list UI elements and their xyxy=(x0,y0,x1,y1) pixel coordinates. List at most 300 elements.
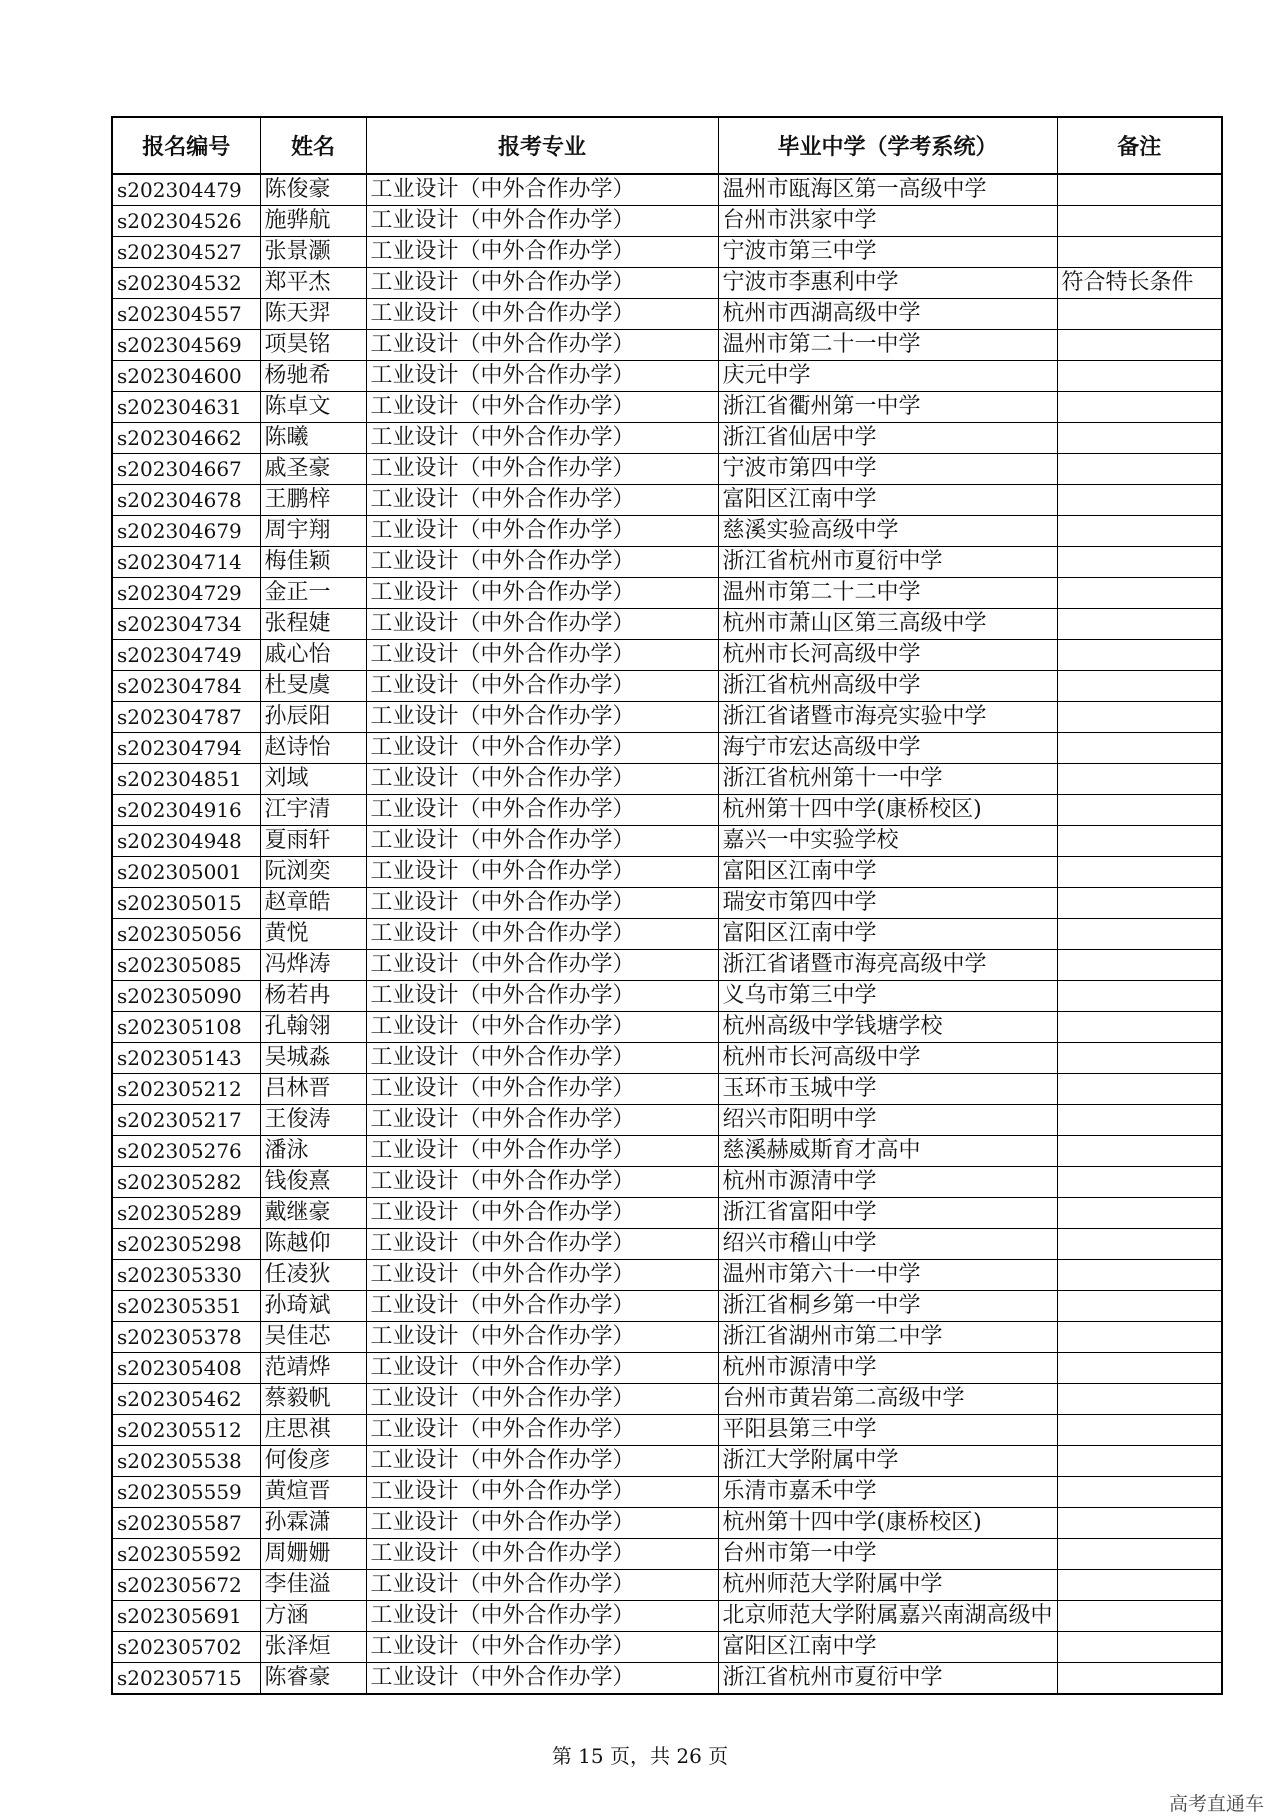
cell-major: 工业设计（中外合作办学） xyxy=(366,1477,718,1508)
cell-note xyxy=(1057,981,1222,1012)
cell-note xyxy=(1057,1601,1222,1632)
cell-note xyxy=(1057,1167,1222,1198)
cell-name: 张景灏 xyxy=(260,237,366,268)
table-row xyxy=(112,1446,1222,1477)
cell-major: 工业设计（中外合作办学） xyxy=(366,268,718,299)
table-row xyxy=(112,981,1222,1012)
cell-note xyxy=(1057,950,1222,981)
cell-major: 工业设计（中外合作办学） xyxy=(366,1105,718,1136)
cell-id: s202304916 xyxy=(112,795,260,826)
cell-id: s202305512 xyxy=(112,1415,260,1446)
cell-name: 周宇翔 xyxy=(260,516,366,547)
table-row xyxy=(112,1229,1222,1260)
table-row xyxy=(112,1508,1222,1539)
table-row xyxy=(112,1105,1222,1136)
cell-name: 孙辰阳 xyxy=(260,702,366,733)
cell-id: s202304729 xyxy=(112,578,260,609)
cell-note xyxy=(1057,1074,1222,1105)
cell-note xyxy=(1057,578,1222,609)
table-row xyxy=(112,702,1222,733)
cell-name: 赵章皓 xyxy=(260,888,366,919)
cell-major: 工业设计（中外合作办学） xyxy=(366,1415,718,1446)
cell-school: 宁波市第四中学 xyxy=(718,454,1057,485)
cell-note: 符合特长条件 xyxy=(1057,268,1222,299)
cell-major: 工业设计（中外合作办学） xyxy=(366,1663,718,1695)
cell-name: 钱俊熹 xyxy=(260,1167,366,1198)
table-row xyxy=(112,299,1222,330)
cell-id: s202305289 xyxy=(112,1198,260,1229)
cell-school: 杭州市西湖高级中学 xyxy=(718,299,1057,330)
table-row xyxy=(112,454,1222,485)
cell-id: s202305298 xyxy=(112,1229,260,1260)
cell-name: 杨若冉 xyxy=(260,981,366,1012)
cell-school: 杭州高级中学钱塘学校 xyxy=(718,1012,1057,1043)
cell-id: s202305143 xyxy=(112,1043,260,1074)
cell-note xyxy=(1057,547,1222,578)
cell-school: 海宁市宏达高级中学 xyxy=(718,733,1057,764)
cell-school: 杭州市萧山区第三高级中学 xyxy=(718,609,1057,640)
cell-major: 工业设计（中外合作办学） xyxy=(366,1508,718,1539)
cell-note xyxy=(1057,1663,1222,1695)
cell-id: s202304734 xyxy=(112,609,260,640)
cell-major: 工业设计（中外合作办学） xyxy=(366,1136,718,1167)
cell-note xyxy=(1057,1539,1222,1570)
cell-id: s202305672 xyxy=(112,1570,260,1601)
cell-note xyxy=(1057,1198,1222,1229)
cell-school: 富阳区江南中学 xyxy=(718,857,1057,888)
cell-note xyxy=(1057,299,1222,330)
cell-school: 浙江省衢州第一中学 xyxy=(718,392,1057,423)
cell-name: 庄思祺 xyxy=(260,1415,366,1446)
cell-id: s202305408 xyxy=(112,1353,260,1384)
cell-note xyxy=(1057,795,1222,826)
header-school: 毕业中学（学考系统） xyxy=(718,117,1057,174)
cell-name: 李佳溢 xyxy=(260,1570,366,1601)
cell-name: 项昊铭 xyxy=(260,330,366,361)
table-row xyxy=(112,1012,1222,1043)
cell-major: 工业设计（中外合作办学） xyxy=(366,1074,718,1105)
table-row xyxy=(112,764,1222,795)
cell-major: 工业设计（中外合作办学） xyxy=(366,423,718,454)
cell-school: 浙江省桐乡第一中学 xyxy=(718,1291,1057,1322)
cell-major: 工业设计（中外合作办学） xyxy=(366,578,718,609)
cell-note xyxy=(1057,1415,1222,1446)
cell-note xyxy=(1057,702,1222,733)
table-row xyxy=(112,547,1222,578)
cell-school: 乐清市嘉禾中学 xyxy=(718,1477,1057,1508)
cell-id: s202304794 xyxy=(112,733,260,764)
cell-id: s202305282 xyxy=(112,1167,260,1198)
table-row xyxy=(112,1663,1222,1695)
cell-id: s202305276 xyxy=(112,1136,260,1167)
cell-name: 陈睿豪 xyxy=(260,1663,366,1695)
cell-id: s202305001 xyxy=(112,857,260,888)
cell-major: 工业设计（中外合作办学） xyxy=(366,1229,718,1260)
cell-id: s202304479 xyxy=(112,174,260,206)
cell-school: 浙江大学附属中学 xyxy=(718,1446,1057,1477)
cell-name: 冯烨涛 xyxy=(260,950,366,981)
cell-id: s202304557 xyxy=(112,299,260,330)
cell-school: 杭州第十四中学(康桥校区) xyxy=(718,795,1057,826)
cell-note xyxy=(1057,1508,1222,1539)
cell-name: 戚圣豪 xyxy=(260,454,366,485)
cell-major: 工业设计（中外合作办学） xyxy=(366,237,718,268)
cell-name: 吴城淼 xyxy=(260,1043,366,1074)
table-row xyxy=(112,485,1222,516)
cell-name: 范靖烨 xyxy=(260,1353,366,1384)
cell-school: 富阳区江南中学 xyxy=(718,919,1057,950)
cell-school: 北京师范大学附属嘉兴南湖高级中 xyxy=(718,1601,1057,1632)
cell-note xyxy=(1057,1043,1222,1074)
cell-major: 工业设计（中外合作办学） xyxy=(366,1291,718,1322)
cell-id: s202305217 xyxy=(112,1105,260,1136)
cell-major: 工业设计（中外合作办学） xyxy=(366,1601,718,1632)
cell-id: s202304532 xyxy=(112,268,260,299)
cell-name: 孙霖潇 xyxy=(260,1508,366,1539)
cell-school: 杭州市长河高级中学 xyxy=(718,1043,1057,1074)
cell-major: 工业设计（中外合作办学） xyxy=(366,1632,718,1663)
cell-major: 工业设计（中外合作办学） xyxy=(366,361,718,392)
cell-id: s202305108 xyxy=(112,1012,260,1043)
cell-major: 工业设计（中外合作办学） xyxy=(366,733,718,764)
header-major: 报考专业 xyxy=(366,117,718,174)
cell-note xyxy=(1057,485,1222,516)
cell-school: 浙江省杭州第十一中学 xyxy=(718,764,1057,795)
cell-major: 工业设计（中外合作办学） xyxy=(366,1384,718,1415)
table-row xyxy=(112,1167,1222,1198)
cell-note xyxy=(1057,764,1222,795)
cell-major: 工业设计（中外合作办学） xyxy=(366,981,718,1012)
table-row xyxy=(112,1570,1222,1601)
table-row xyxy=(112,1198,1222,1229)
cell-name: 王俊涛 xyxy=(260,1105,366,1136)
cell-name: 江宇清 xyxy=(260,795,366,826)
table-row xyxy=(112,361,1222,392)
cell-name: 梅佳颖 xyxy=(260,547,366,578)
table-row xyxy=(112,826,1222,857)
cell-id: s202304662 xyxy=(112,423,260,454)
table-row xyxy=(112,268,1222,299)
cell-school: 浙江省杭州市夏衍中学 xyxy=(718,547,1057,578)
cell-id: s202305592 xyxy=(112,1539,260,1570)
cell-major: 工业设计（中外合作办学） xyxy=(366,392,718,423)
cell-school: 台州市洪家中学 xyxy=(718,206,1057,237)
cell-name: 任凌狄 xyxy=(260,1260,366,1291)
cell-note xyxy=(1057,1446,1222,1477)
cell-name: 黄煊晋 xyxy=(260,1477,366,1508)
cell-major: 工业设计（中外合作办学） xyxy=(366,485,718,516)
cell-note xyxy=(1057,423,1222,454)
cell-name: 施骅航 xyxy=(260,206,366,237)
cell-major: 工业设计（中外合作办学） xyxy=(366,826,718,857)
cell-id: s202305587 xyxy=(112,1508,260,1539)
cell-school: 绍兴市阳明中学 xyxy=(718,1105,1057,1136)
cell-name: 蔡毅帆 xyxy=(260,1384,366,1415)
cell-id: s202304600 xyxy=(112,361,260,392)
header-note: 备注 xyxy=(1057,117,1222,174)
cell-id: s202304749 xyxy=(112,640,260,671)
cell-name: 戚心怡 xyxy=(260,640,366,671)
cell-name: 刘域 xyxy=(260,764,366,795)
cell-note xyxy=(1057,733,1222,764)
cell-name: 吕林晋 xyxy=(260,1074,366,1105)
cell-school: 宁波市第三中学 xyxy=(718,237,1057,268)
cell-note xyxy=(1057,1229,1222,1260)
cell-major: 工业设计（中外合作办学） xyxy=(366,1353,718,1384)
table-row xyxy=(112,1477,1222,1508)
cell-major: 工业设计（中外合作办学） xyxy=(366,888,718,919)
table-row xyxy=(112,795,1222,826)
cell-major: 工业设计（中外合作办学） xyxy=(366,1570,718,1601)
cell-note xyxy=(1057,1477,1222,1508)
cell-note xyxy=(1057,454,1222,485)
cell-name: 周姗姗 xyxy=(260,1539,366,1570)
cell-note xyxy=(1057,857,1222,888)
cell-school: 杭州市源清中学 xyxy=(718,1353,1057,1384)
cell-school: 嘉兴一中实验学校 xyxy=(718,826,1057,857)
cell-note xyxy=(1057,1105,1222,1136)
cell-id: s202304569 xyxy=(112,330,260,361)
table-row xyxy=(112,609,1222,640)
cell-id: s202304714 xyxy=(112,547,260,578)
cell-note xyxy=(1057,1322,1222,1353)
cell-note xyxy=(1057,1291,1222,1322)
cell-note xyxy=(1057,919,1222,950)
table-row xyxy=(112,1384,1222,1415)
cell-id: s202304526 xyxy=(112,206,260,237)
cell-school: 温州市第二十一中学 xyxy=(718,330,1057,361)
table-header-row xyxy=(112,117,1222,174)
cell-major: 工业设计（中外合作办学） xyxy=(366,1260,718,1291)
cell-id: s202304948 xyxy=(112,826,260,857)
cell-school: 浙江省仙居中学 xyxy=(718,423,1057,454)
table-row xyxy=(112,950,1222,981)
cell-school: 玉环市玉城中学 xyxy=(718,1074,1057,1105)
cell-name: 阮浏奕 xyxy=(260,857,366,888)
cell-major: 工业设计（中外合作办学） xyxy=(366,1198,718,1229)
cell-major: 工业设计（中外合作办学） xyxy=(366,671,718,702)
cell-school: 浙江省湖州市第二中学 xyxy=(718,1322,1057,1353)
cell-school: 富阳区江南中学 xyxy=(718,1632,1057,1663)
cell-school: 富阳区江南中学 xyxy=(718,485,1057,516)
cell-note xyxy=(1057,1136,1222,1167)
cell-school: 浙江省杭州市夏衍中学 xyxy=(718,1663,1057,1695)
cell-school: 平阳县第三中学 xyxy=(718,1415,1057,1446)
page-number: 第 15 页，共 26 页 xyxy=(551,1744,729,1768)
cell-major: 工业设计（中外合作办学） xyxy=(366,640,718,671)
cell-school: 浙江省诸暨市海亮高级中学 xyxy=(718,950,1057,981)
cell-note xyxy=(1057,174,1222,206)
cell-note xyxy=(1057,888,1222,919)
table-row xyxy=(112,423,1222,454)
cell-id: s202304631 xyxy=(112,392,260,423)
cell-note xyxy=(1057,516,1222,547)
table-row xyxy=(112,174,1222,206)
cell-id: s202305330 xyxy=(112,1260,260,1291)
cell-id: s202305702 xyxy=(112,1632,260,1663)
table-row xyxy=(112,330,1222,361)
table-row xyxy=(112,1632,1222,1663)
cell-id: s202305056 xyxy=(112,919,260,950)
cell-id: s202305715 xyxy=(112,1663,260,1695)
cell-note xyxy=(1057,206,1222,237)
cell-note xyxy=(1057,671,1222,702)
table-row xyxy=(112,888,1222,919)
table-row xyxy=(112,1074,1222,1105)
cell-id: s202305351 xyxy=(112,1291,260,1322)
cell-note xyxy=(1057,1632,1222,1663)
table-row xyxy=(112,1136,1222,1167)
cell-id: s202304787 xyxy=(112,702,260,733)
cell-name: 陈越仰 xyxy=(260,1229,366,1260)
cell-id: s202305691 xyxy=(112,1601,260,1632)
cell-major: 工业设计（中外合作办学） xyxy=(366,454,718,485)
cell-school: 浙江省诸暨市海亮实验中学 xyxy=(718,702,1057,733)
cell-major: 工业设计（中外合作办学） xyxy=(366,299,718,330)
cell-school: 杭州市源清中学 xyxy=(718,1167,1057,1198)
cell-name: 吴佳芯 xyxy=(260,1322,366,1353)
cell-name: 赵诗怡 xyxy=(260,733,366,764)
cell-name: 潘泳 xyxy=(260,1136,366,1167)
cell-major: 工业设计（中外合作办学） xyxy=(366,1167,718,1198)
table-row xyxy=(112,857,1222,888)
cell-note xyxy=(1057,330,1222,361)
cell-school: 绍兴市稽山中学 xyxy=(718,1229,1057,1260)
cell-name: 张泽烜 xyxy=(260,1632,366,1663)
cell-name: 张程婕 xyxy=(260,609,366,640)
cell-id: s202304678 xyxy=(112,485,260,516)
cell-major: 工业设计（中外合作办学） xyxy=(366,1322,718,1353)
header-id: 报名编号 xyxy=(112,117,260,174)
cell-school: 庆元中学 xyxy=(718,361,1057,392)
cell-note xyxy=(1057,609,1222,640)
cell-major: 工业设计（中外合作办学） xyxy=(366,919,718,950)
table-body xyxy=(112,174,1222,1694)
cell-note xyxy=(1057,640,1222,671)
admission-list-table xyxy=(111,116,1223,1695)
table-row xyxy=(112,1415,1222,1446)
cell-school: 杭州师范大学附属中学 xyxy=(718,1570,1057,1601)
cell-note xyxy=(1057,1353,1222,1384)
cell-name: 王鹏梓 xyxy=(260,485,366,516)
cell-school: 台州市黄岩第二高级中学 xyxy=(718,1384,1057,1415)
watermark: 高考直通车 xyxy=(1168,1793,1264,1815)
cell-id: s202304784 xyxy=(112,671,260,702)
cell-name: 夏雨轩 xyxy=(260,826,366,857)
cell-id: s202305378 xyxy=(112,1322,260,1353)
table-row xyxy=(112,1322,1222,1353)
cell-name: 杨驰希 xyxy=(260,361,366,392)
cell-major: 工业设计（中外合作办学） xyxy=(366,950,718,981)
cell-school: 义乌市第三中学 xyxy=(718,981,1057,1012)
cell-major: 工业设计（中外合作办学） xyxy=(366,330,718,361)
cell-school: 宁波市李惠利中学 xyxy=(718,268,1057,299)
cell-note xyxy=(1057,237,1222,268)
cell-school: 杭州第十四中学(康桥校区) xyxy=(718,1508,1057,1539)
table-row xyxy=(112,1539,1222,1570)
cell-school: 温州市瓯海区第一高级中学 xyxy=(718,174,1057,206)
table-row xyxy=(112,640,1222,671)
table-row xyxy=(112,733,1222,764)
table-row xyxy=(112,516,1222,547)
cell-name: 孙琦斌 xyxy=(260,1291,366,1322)
table-row xyxy=(112,578,1222,609)
table-row xyxy=(112,1353,1222,1384)
cell-note xyxy=(1057,1570,1222,1601)
cell-major: 工业设计（中外合作办学） xyxy=(366,516,718,547)
cell-id: s202305090 xyxy=(112,981,260,1012)
table-row xyxy=(112,1260,1222,1291)
table-row xyxy=(112,1291,1222,1322)
cell-note xyxy=(1057,361,1222,392)
cell-name: 杜旻虞 xyxy=(260,671,366,702)
cell-major: 工业设计（中外合作办学） xyxy=(366,857,718,888)
cell-note xyxy=(1057,1260,1222,1291)
cell-school: 瑞安市第四中学 xyxy=(718,888,1057,919)
cell-note xyxy=(1057,1384,1222,1415)
cell-note xyxy=(1057,826,1222,857)
cell-school: 浙江省杭州高级中学 xyxy=(718,671,1057,702)
cell-note xyxy=(1057,1012,1222,1043)
cell-id: s202304851 xyxy=(112,764,260,795)
cell-name: 陈俊豪 xyxy=(260,174,366,206)
cell-school: 杭州市长河高级中学 xyxy=(718,640,1057,671)
cell-major: 工业设计（中外合作办学） xyxy=(366,1539,718,1570)
table-row xyxy=(112,206,1222,237)
cell-name: 黄悦 xyxy=(260,919,366,950)
cell-major: 工业设计（中外合作办学） xyxy=(366,174,718,206)
cell-id: s202305462 xyxy=(112,1384,260,1415)
cell-major: 工业设计（中外合作办学） xyxy=(366,206,718,237)
cell-major: 工业设计（中外合作办学） xyxy=(366,702,718,733)
cell-name: 何俊彦 xyxy=(260,1446,366,1477)
cell-id: s202304679 xyxy=(112,516,260,547)
table-row xyxy=(112,392,1222,423)
cell-name: 陈天羿 xyxy=(260,299,366,330)
cell-id: s202305212 xyxy=(112,1074,260,1105)
cell-school: 台州市第一中学 xyxy=(718,1539,1057,1570)
cell-id: s202304527 xyxy=(112,237,260,268)
cell-major: 工业设计（中外合作办学） xyxy=(366,1012,718,1043)
header-name: 姓名 xyxy=(260,117,366,174)
cell-major: 工业设计（中外合作办学） xyxy=(366,547,718,578)
cell-name: 孔翰翎 xyxy=(260,1012,366,1043)
cell-id: s202305085 xyxy=(112,950,260,981)
cell-school: 慈溪赫威斯育才高中 xyxy=(718,1136,1057,1167)
cell-school: 温州市第六十一中学 xyxy=(718,1260,1057,1291)
table-row xyxy=(112,671,1222,702)
cell-major: 工业设计（中外合作办学） xyxy=(366,609,718,640)
cell-name: 郑平杰 xyxy=(260,268,366,299)
cell-id: s202305559 xyxy=(112,1477,260,1508)
cell-id: s202305538 xyxy=(112,1446,260,1477)
table-row xyxy=(112,1043,1222,1074)
cell-school: 慈溪实验高级中学 xyxy=(718,516,1057,547)
cell-name: 金正一 xyxy=(260,578,366,609)
cell-name: 陈曦 xyxy=(260,423,366,454)
cell-id: s202305015 xyxy=(112,888,260,919)
cell-note xyxy=(1057,392,1222,423)
cell-major: 工业设计（中外合作办学） xyxy=(366,1446,718,1477)
cell-name: 戴继豪 xyxy=(260,1198,366,1229)
cell-major: 工业设计（中外合作办学） xyxy=(366,1043,718,1074)
cell-major: 工业设计（中外合作办学） xyxy=(366,795,718,826)
table-row xyxy=(112,237,1222,268)
table-row xyxy=(112,919,1222,950)
cell-school: 温州市第二十二中学 xyxy=(718,578,1057,609)
cell-major: 工业设计（中外合作办学） xyxy=(366,764,718,795)
cell-school: 浙江省富阳中学 xyxy=(718,1198,1057,1229)
